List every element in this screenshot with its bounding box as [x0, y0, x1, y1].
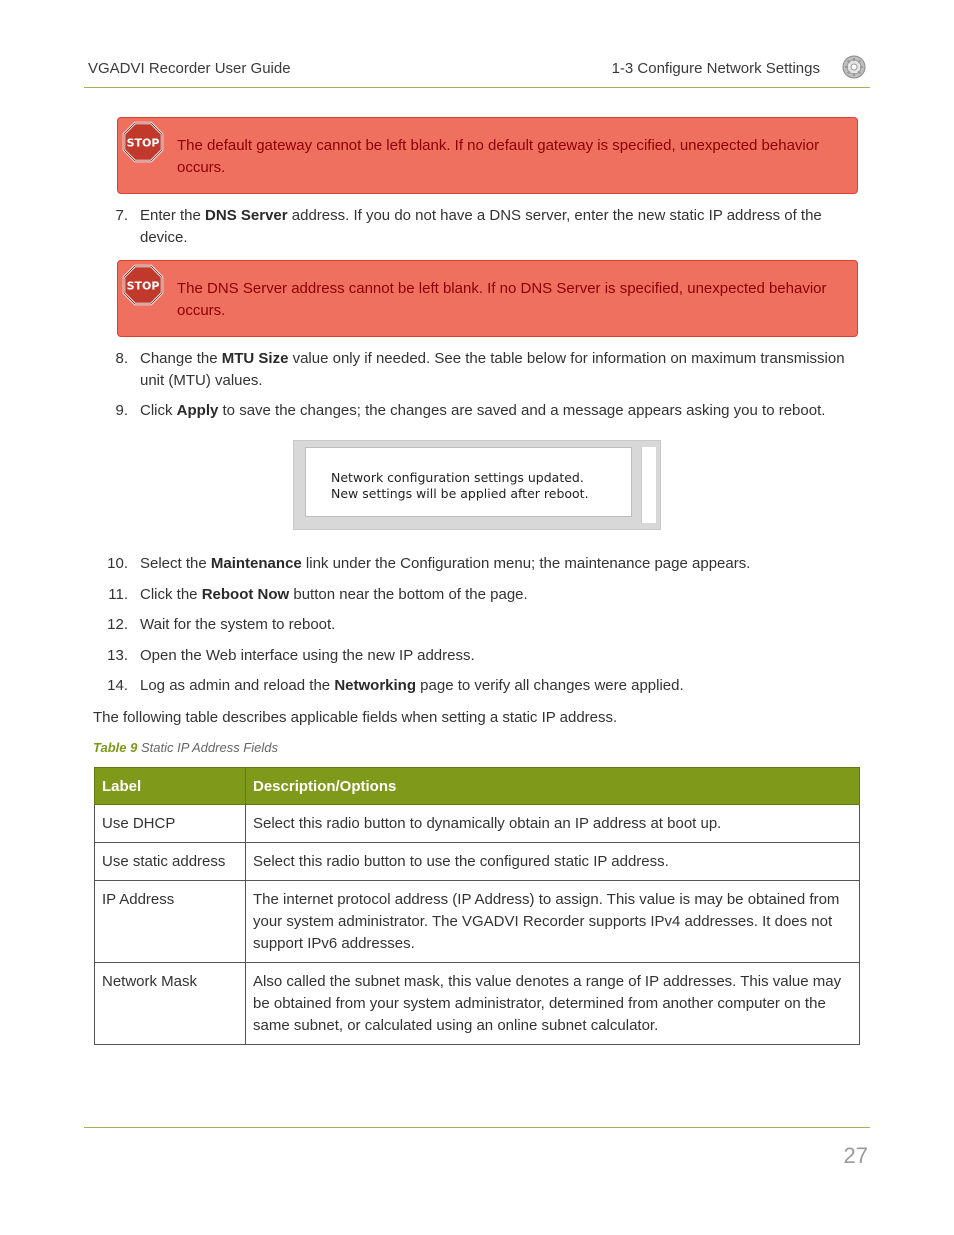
table-row: [95, 881, 860, 963]
footer-divider: [84, 1127, 870, 1128]
row-label: IP Address: [95, 881, 246, 963]
document-title: VGADVI Recorder User Guide: [88, 60, 291, 77]
row-label: Network Mask: [95, 963, 246, 1045]
stop-sign-icon: [122, 121, 164, 163]
page-number: 27: [843, 1143, 868, 1168]
table-number: Table 9: [93, 740, 138, 755]
step-10: Select the Maintenance link under the Configuration menu; the maintenance page appears.: [140, 555, 751, 572]
warning-text: The DNS Server address cannot be left blank. If no DNS Server is specified, unexpected behavior occurs.: [177, 280, 827, 319]
step-number: 10.: [107, 555, 128, 572]
step-number: 13.: [107, 647, 128, 664]
step-number: 8.: [115, 350, 128, 367]
table-caption: [93, 740, 278, 755]
step-8: Change the MTU Size value only if needed. See the table below for information on maximum transmission unit (MTU) values.: [140, 350, 845, 389]
ui-term: Apply: [176, 402, 219, 419]
step-number: 14.: [107, 677, 128, 694]
warning-box-gateway: [117, 117, 858, 194]
message-text: Network configuration settings updated. New settings will be applied after reboot.: [331, 470, 589, 501]
step-7: Enter the DNS Server address. If you do not have a DNS server, enter the new static IP address of the device.: [140, 207, 822, 246]
row-description: The internet protocol address (IP Address) to assign. This value is may be obtained from your system administrator. The VGADVI Recorder supports IPv4 addresses. It does not support IPv6 addresses.: [246, 881, 860, 963]
ui-term: Networking: [334, 677, 416, 694]
step-9: Click Apply to save the changes; the changes are saved and a message appears asking you to reboot.: [140, 402, 826, 419]
row-description: Also called the subnet mask, this value denotes a range of IP addresses. This value may be obtained from your system administrator, determined from another computer on the same subnet, or calculated using an online subnet calculator.: [246, 963, 860, 1045]
stop-sign-text: STOP: [126, 136, 160, 150]
row-description: Select this radio button to use the configured static IP address.: [246, 843, 860, 881]
row-description: Select this radio button to dynamically obtain an IP address at boot up.: [246, 805, 860, 843]
header-divider: [84, 87, 870, 88]
table-intro: The following table describes applicable fields when setting a static IP address.: [93, 709, 618, 726]
message-panel: [305, 447, 632, 517]
step-12: Wait for the system to reboot.: [140, 616, 336, 633]
step-number: 11.: [108, 586, 128, 603]
table-row: [95, 963, 860, 1045]
table-row: [95, 805, 860, 843]
step-13: Open the Web interface using the new IP address.: [140, 647, 475, 664]
step-number: 9.: [115, 402, 128, 419]
ui-term: Maintenance: [210, 555, 302, 572]
panel-edge: [641, 447, 656, 523]
warning-box-dns: [117, 260, 858, 337]
table-header-row: [95, 768, 860, 805]
ui-term: MTU Size: [221, 350, 289, 367]
stop-sign-text: STOP: [126, 279, 160, 293]
reboot-message-screenshot: [293, 440, 661, 530]
table-title: Static IP Address Fields: [140, 740, 278, 755]
step-14: Log as admin and reload the Networking page to verify all changes were applied.: [140, 677, 684, 694]
ui-term: Reboot Now: [201, 586, 290, 603]
column-header-label: Label: [95, 768, 246, 805]
step-11: Click the Reboot Now button near the bottom of the page.: [140, 586, 528, 603]
static-ip-fields-table: [94, 767, 860, 1045]
column-header-description: Description/Options: [246, 768, 860, 805]
row-label: Use static address: [95, 843, 246, 881]
warning-text: The default gateway cannot be left blank. If no default gateway is specified, unexpected behavior occurs.: [177, 137, 820, 176]
gear-icon: [842, 55, 866, 79]
step-number: 7.: [115, 207, 128, 224]
table-row: [95, 843, 860, 881]
step-number: 12.: [107, 616, 128, 633]
ui-term: DNS Server: [205, 207, 288, 224]
row-label: Use DHCP: [95, 805, 246, 843]
section-title: 1-3 Configure Network Settings: [611, 60, 820, 77]
stop-sign-icon: [122, 264, 164, 306]
